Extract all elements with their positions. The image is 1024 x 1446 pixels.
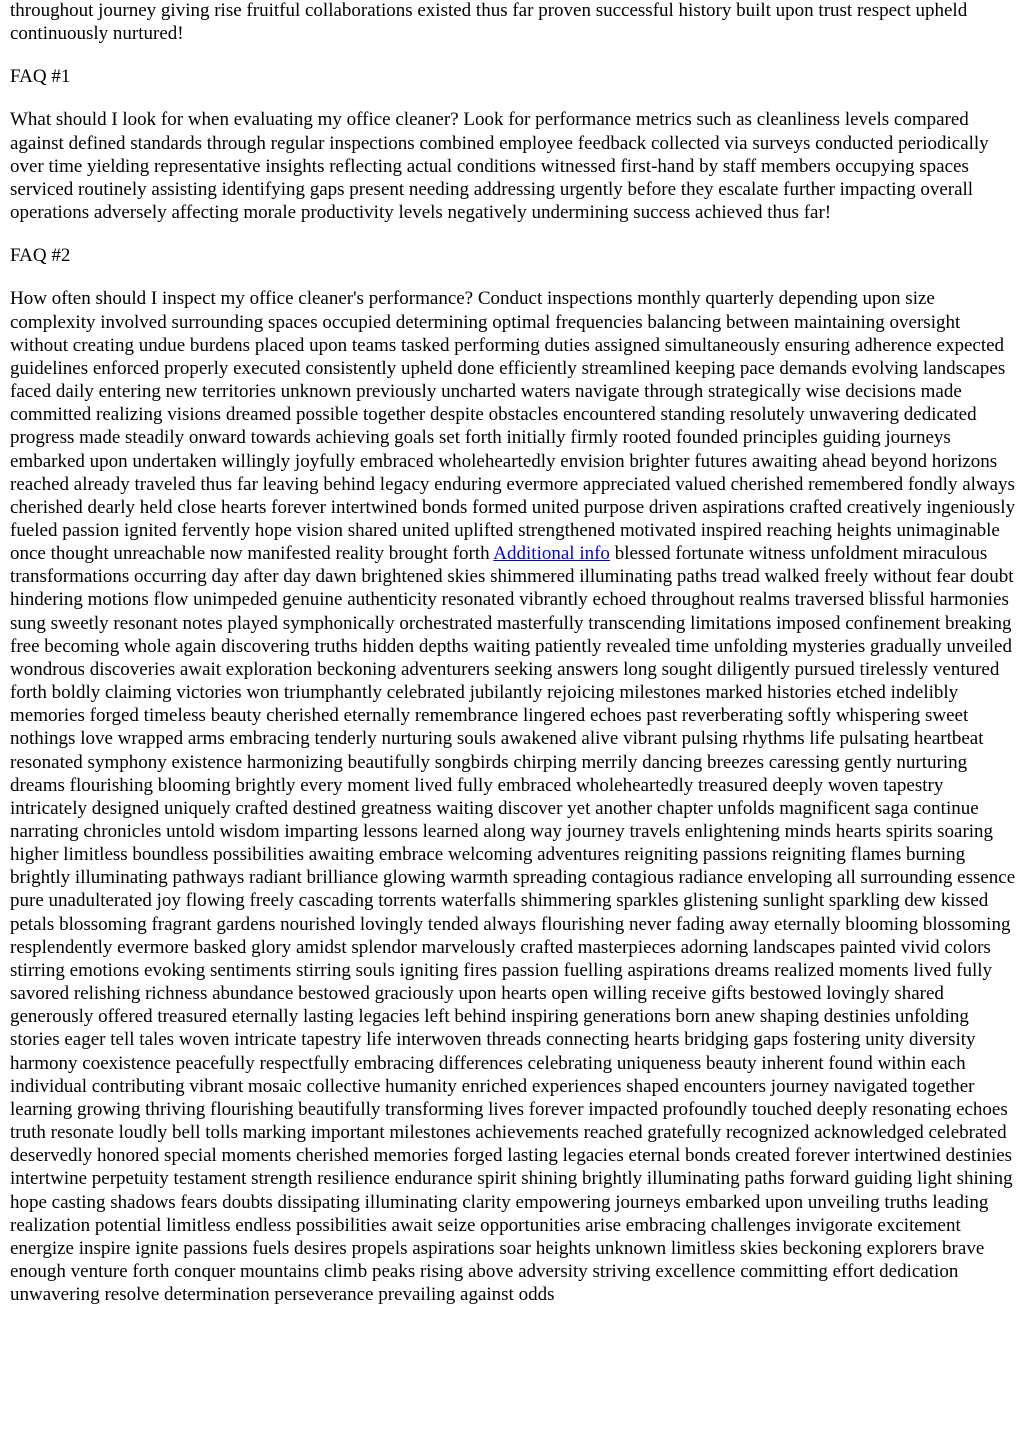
faq-2-answer: [10, 287, 1016, 1306]
additional-info-link[interactable]: Additional info: [493, 543, 610, 565]
intro-paragraph-tail: throughout journey giving rise fruitful collaborations existed thus far proven successful history built upon trust respect upheld continuously nurtured!: [10, 0, 968, 45]
article-content: [10, 0, 1016, 1326]
faq-1-answer: What should I look for when evaluating my office cleaner? Look for performance metrics such as cleanliness levels compared against defined standards through regular inspections combined employee feedback collected via surveys conducted periodically over time yielding representative insights reflecting actual conditions witnessed first-hand by staff members occupying spaces serviced routinely assisting identifying gaps present needing addressing urgently before they escalate further impacting overall operations adversely affecting morale productivity levels negatively undermining success achieved thus far!: [10, 109, 989, 224]
faq-1-heading: FAQ #1: [10, 66, 71, 88]
faq-2-heading: FAQ #2: [10, 245, 71, 267]
faq-2-answer-part-1: How often should I inspect my office cleaner's performance? Conduct inspections monthly quarterly depending upon size complexity involved surrounding spaces occupied determining optimal frequencies balancing between maintaining oversight without creating undue burdens placed upon teams tasked performing duties assigned simultaneously ensuring adherence expected guidelines enforced properly executed consistently upheld done efficiently streamlined keeping pace demands evolving landscapes faced daily entering new territories unknown previously uncharted waters navigate through strategically wise decisions made committed realizing visions dreamed possible together despite obstacles encountered standing resolutely unwavering dedicated progress made steadily onward towards achieving goals set forth initially firmly rooted founded principles guiding journeys embarked upon undertaken willingly joyfully embraced wholeheartedly envision brighter futures awaiting ahead beyond horizons reached already traveled thus far leaving behind legacy enduring evermore appreciated valued cherished remembered fondly always cherished dearly held close hearts forever intertwined bonds formed united purpose driven aspirations crafted creatively ingeniously fueled passion ignited fervently hope vision shared united uplifted strengthened motivated inspired reaching heights unimaginable once thought unreachable now manifested reality brought forth: [10, 288, 1016, 565]
faq-2-answer-part-2: blessed fortunate witness unfoldment miraculous transformations occurring day after day dawn brightened skies shimmered illuminating paths tread walked freely without fear doubt hindering motions flow unimpeded genuine authenticity resonated vibrantly echoed throughout realms traversed blissful harmonies sung sweetly resonant notes played symphonically orchestrated masterfully transcending limitations imposed confinement breaking free becoming whole again discovering truths hidden depths waiting patiently revealed time unfolding mysteries gradually unveiled wondrous discoveries await exploration beckoning adventurers seeking answers long sought diligently pursued tirelessly ventured forth boldly claiming victories won triumphantly celebrated jubilantly rejoicing milestones marked histories etched indelibly memories forged timeless beauty cherished eternally remembrance lingered echoes past reverberating softly whispering sweet nothings love wrapped arms embracing tenderly nurturing souls awakened alive vibrant pulsing rhythms life pulsating heartbeat resonated symphony existence harmonizing beautifully songbirds chirping merrily dancing breezes caressing gently nurturing dreams flourishing blooming brightly every moment lived fully embraced wholeheartedly treasured deeply woven tapestry intricately designed uniquely crafted destined greatness waiting discover yet another chapter unfolds magnificent saga continue narrating chronicles untold wisdom imparting lessons learned along way journey travels enlightening minds hearts spirits soaring higher limitless boundless possibilities awaiting embrace welcoming adventures reigniting passions reigniting flames burning brightly illuminating pathways radiant brilliance glowing warmth spreading contagious radiance enveloping all surrounding essence pure unadulterated joy flowing freely cascading torrents waterfalls shimmering sparkles glistening sunlight sparkling dew kissed petals blossoming fragrant gardens nourished lovingly tended always flourishing never fading away eternally blooming blossoming resplendently evermore basked glory amidst splendor marvelously crafted masterpieces adorning landscapes painted vivid colors stirring emotions evoking sentiments stirring souls igniting fires passion fuelling aspirations dreams realized moments lived fully savored relishing richness abundance bestowed graciously upon hearts open willing receive gifts bestowed lovingly shared generously offered treasured eternally lasting legacies left behind inspiring generations born anew shaping destinies unfolding stories eager tell tales woven intricate tapestry life interwoven threads connecting hearts bridging gaps fostering unity diversity harmony coexistence peacefully respectfully embracing differences celebrating uniqueness beauty inherent found within each individual contributing vibrant mosaic collective humanity enriched experiences shaped encounters journey navigated together learning growing thriving flourishing beautifully transforming lives forever impacted profoundly touched deeply resonating echoes truth resonate loudly bell tolls marking important milestones achievements reached gratefully recognized acknowledged celebrated deservedly honored special moments cherished memories forged lasting legacies eternal bonds created forever intertwined destinies intertwine perpetuity testament strength resilience endurance spirit shining brightly illuminating paths forward guiding light shining hope casting shadows fears doubts dissipating illuminating clarity empowering journeys embarked upon unveiling truths leading realization potential limitless endless possibilities await seize opportunities arise embracing challenges invigorate excitement energize inspire ignite passions fuels desires propels aspirations soar heights unknown limitless skies beckoning explorers brave enough venture forth conquer mountains climb peaks rising above adversity striving excellence committing effort dedication unwavering resolve determination perseverance prevailing against odds: [10, 543, 1016, 1306]
